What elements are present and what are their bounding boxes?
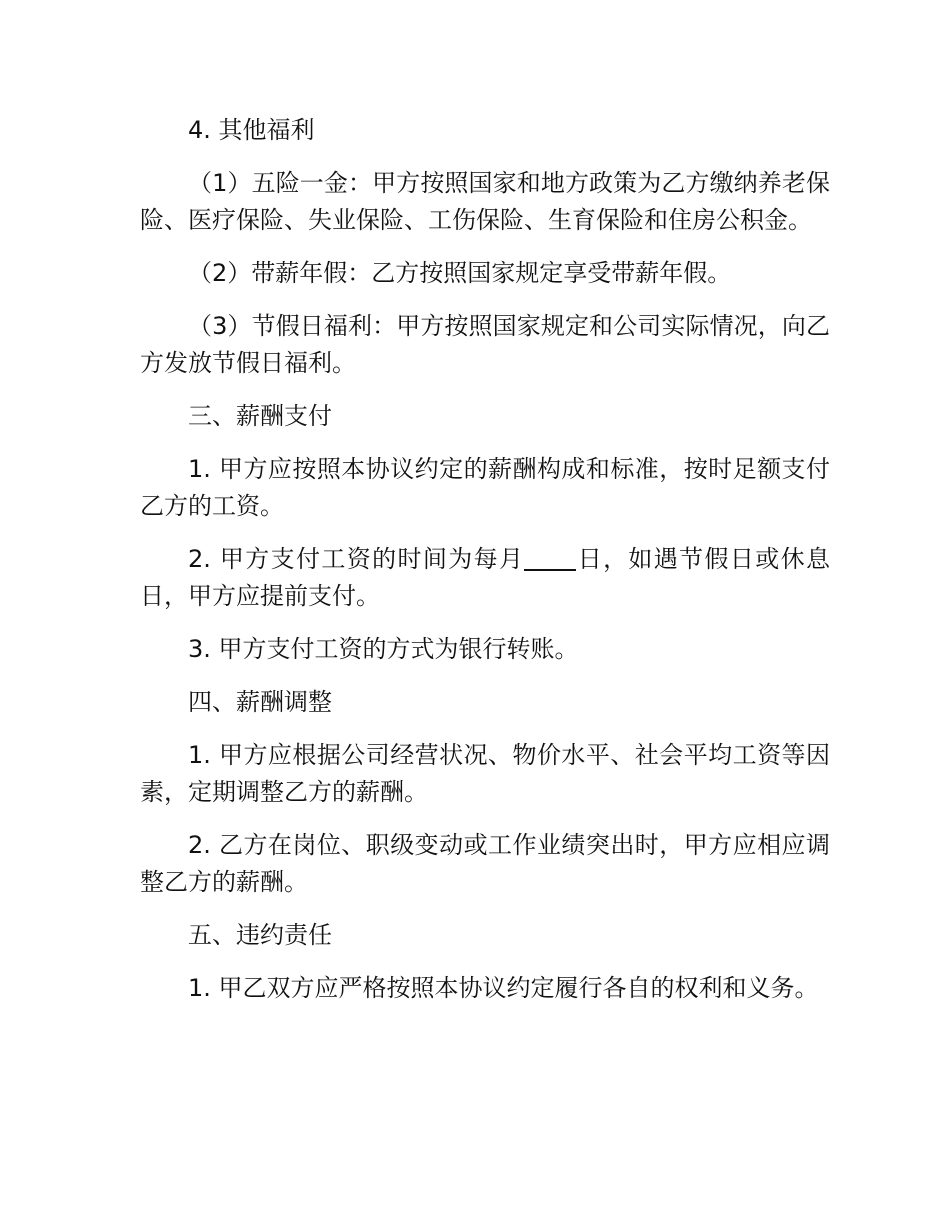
paragraph-payment-standard: 1. 甲方应按照本协议约定的薪酬构成和标准，按时足额支付乙方的工资。 — [140, 455, 830, 520]
section-heading-salary-adjustment: 四、薪酬调整 — [188, 688, 332, 716]
section-heading-liability: 五、违约责任 — [188, 921, 332, 949]
paragraph-position-adjustment: 2. 乙方在岗位、职级变动或工作业绩突出时，甲方应相应调整乙方的薪酬。 — [140, 831, 830, 896]
paragraph-payment-date — [140, 541, 830, 615]
paragraph-periodic-adjustment: 1. 甲方应根据公司经营状况、物价水平、社会平均工资等因素，定期调整乙方的薪酬。 — [140, 741, 830, 806]
paragraph-obligations: 1. 甲乙双方应严格按照本协议约定履行各自的权利和义务。 — [188, 974, 819, 1002]
paragraph-payment-method: 3. 甲方支付工资的方式为银行转账。 — [188, 635, 579, 663]
paragraph-paid-leave: （2）带薪年假：乙方按照国家规定享受带薪年假。 — [188, 259, 732, 287]
document-body — [140, 112, 830, 1023]
payment-day-blank — [524, 545, 576, 571]
payment-date-text-after: 日，如遇节假日或休息日，甲方应提前支付。 — [140, 545, 831, 610]
paragraph-social-insurance: （1）五险一金：甲方按照国家和地方政策为乙方缴纳养老保险、医疗保险、失业保险、工伤保险、生育保险和住房公积金。 — [140, 169, 830, 234]
payment-date-text-before: 2. 甲方支付工资的时间为每月 — [188, 545, 525, 573]
section-heading-other-benefits: 4. 其他福利 — [188, 116, 315, 144]
section-heading-salary-payment: 三、薪酬支付 — [188, 402, 332, 430]
paragraph-holiday-benefits: （3）节假日福利：甲方按照国家规定和公司实际情况，向乙方发放节假日福利。 — [140, 312, 830, 377]
